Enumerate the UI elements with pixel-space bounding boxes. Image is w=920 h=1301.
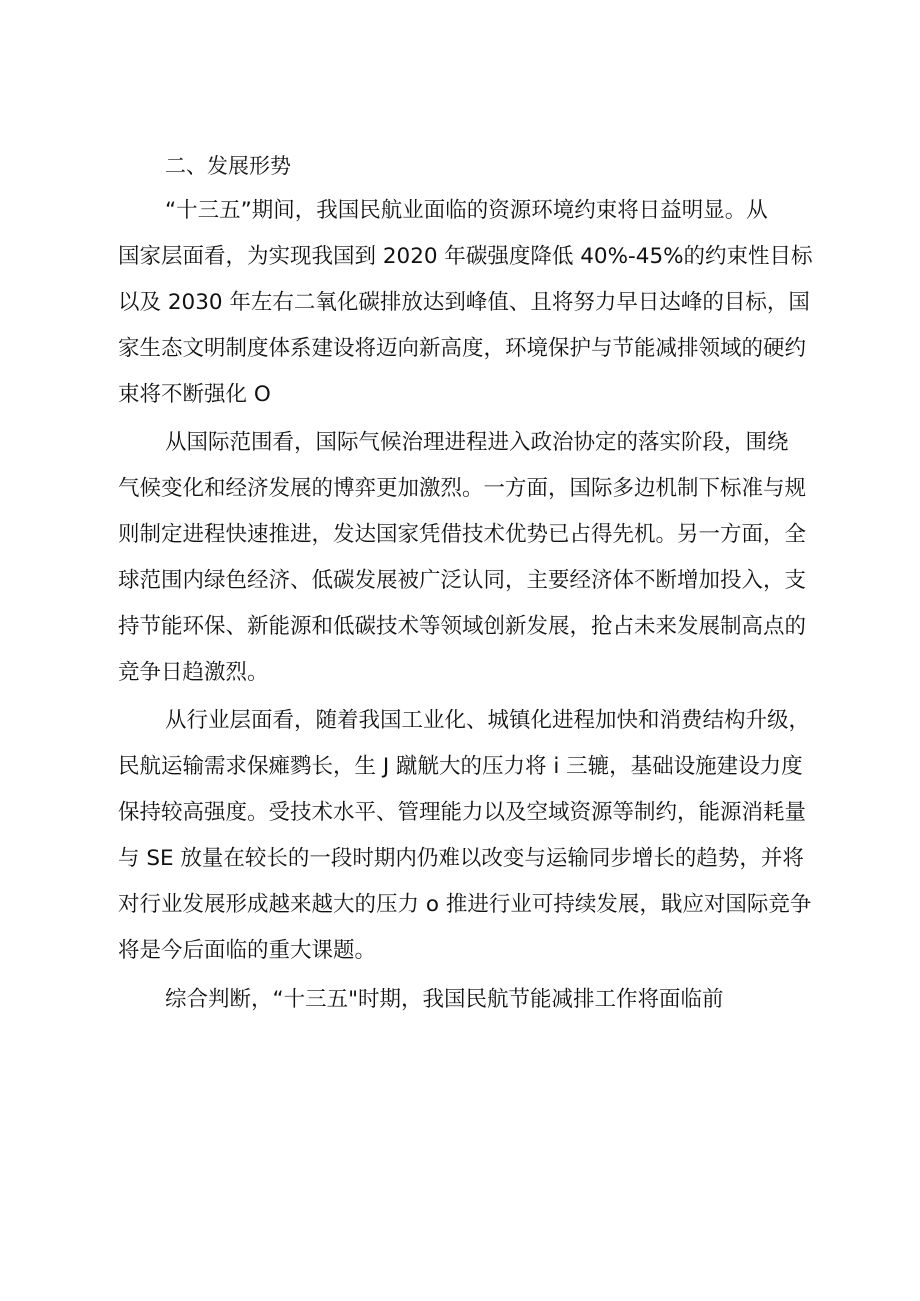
section-heading: 二、发展形势 <box>165 154 291 178</box>
paragraph-line: 对行业发展形成越来越大的压力 o 推进行业可持续发展，戢应对国际竞争 <box>118 892 812 917</box>
paragraph-line: 与 SE 放量在较长的一段时期内仍难以改变与运输同步增长的趋势，并将 <box>118 846 804 871</box>
paragraph-line: “十三五”期间，我国民航业面临的资源环境约束将日益明显。从 <box>165 198 768 223</box>
paragraph-line: 保持较高强度。受技术水平、管理能力以及空域资源等制约，能源消耗量 <box>118 800 807 825</box>
paragraph-line: 球范围内绿色经济、低碳发展被广泛认同，主要经济体不断增加投入，支 <box>118 568 807 593</box>
paragraph-line: 综合判断，“十三五"时期，我国民航节能减排工作将面临前 <box>165 987 724 1012</box>
paragraph-line: 家生态文明制度体系建设将迈向新高度，环境保护与节能减排领域的硬约 <box>118 336 807 361</box>
paragraph-line: 竞争日趋激烈。 <box>118 660 269 685</box>
paragraph-line: 则制定进程快速推进，发达国家凭借技术优势已占得先机。另一方面，全 <box>118 522 807 547</box>
paragraph-line: 持节能环保、新能源和低碳技术等领域创新发展，抢占未来发展制高点的 <box>118 614 807 639</box>
paragraph-line: 民航运输需求保瘫鹨长，生 J 蹴觥大的压力将 i 三辘，基础设施建设力度 <box>118 754 803 779</box>
paragraph-1 <box>118 188 813 418</box>
paragraph-line: 束将不断强化 O <box>118 382 271 407</box>
paragraph-line: 以及 2030 年左右二氧化碳排放达到峰值、且将努力早日达峰的目标，国 <box>118 290 810 315</box>
paragraph-2 <box>118 420 808 696</box>
paragraph-line: 气候变化和经济发展的博弈更加激烈。一方面，国际多边机制下标准与规 <box>118 476 807 501</box>
paragraph-4 <box>118 977 808 1023</box>
paragraph-line: 从国际范围看，国际气候治理进程进入政治协定的落实阶段，围绕 <box>165 430 789 455</box>
paragraph-line: 从行业层面看，随着我国工业化、城镇化进程加快和消费结构升级， <box>165 708 811 733</box>
paragraph-line: 国家层面看，为实现我国到 2020 年碳强度降低 40%-45%的约束性目标 <box>118 244 813 269</box>
paragraph-3 <box>118 698 812 974</box>
paragraph-line: 将是今后面临的重大课题。 <box>118 938 377 963</box>
